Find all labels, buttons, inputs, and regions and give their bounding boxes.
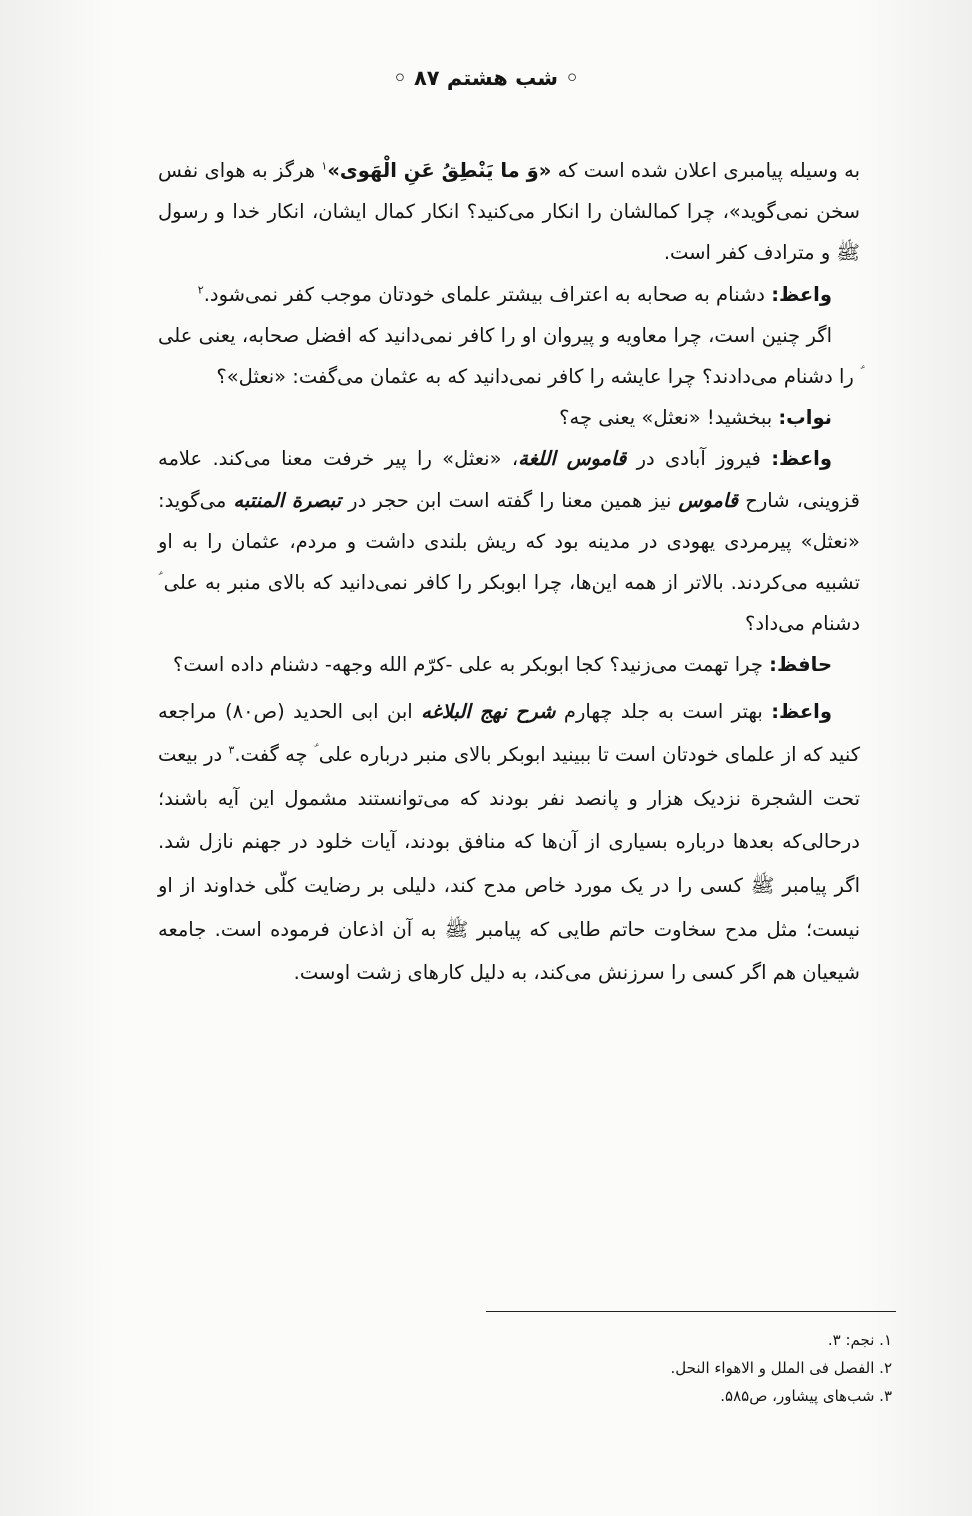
- footnote-1: ۱. نجم: ۳.: [827, 1331, 892, 1349]
- quran-quote: «وَ ما يَنْطِقُ عَنِ الْهَوی»: [327, 159, 552, 182]
- speaker-label: حافظ:: [769, 653, 832, 677]
- book-title: قاموس: [678, 488, 739, 512]
- running-header: ◦ شب هشتم ۸۷ ◦: [393, 66, 579, 90]
- speaker-label: واعظ:: [771, 699, 832, 723]
- book-title: تبصرة المنتبه: [233, 488, 342, 512]
- footnote-2: ۲. الفصل فی الملل و الاهواء النحل.: [670, 1359, 892, 1377]
- paragraph-3: اگر چنین است، چرا معاویه و پیروان او را کافر نمی‌دانید که افضل صحابه، یعنی علی ؑ را دشنام می‌دادند؟ چرا عایشه را کافر نمی‌دانید که به عثمان می‌گفت: «نعثل»؟: [158, 323, 860, 389]
- footnote-ref-1[interactable]: ۱: [321, 159, 328, 173]
- footnote-divider: [486, 1311, 896, 1312]
- paragraph-1: به وسیله پیامبری اعلان شده است که «وَ ما يَنْطِقُ عَنِ الْهَوی»$^۱$ هرگز به هوای نفس سخن نمی‌گوید»، چرا کمالشان را انکار می‌کنید؟ انکار کمال ایشان، انکار خدا و رسول ﷺ و مترادف کفر است.: [158, 159, 860, 265]
- book-title: قاموس اللغة: [518, 447, 627, 471]
- paragraph-4: نواب: ببخشید! «نعثل» یعنی چه؟: [559, 406, 832, 430]
- upper-section: [158, 150, 860, 686]
- paragraph-6: حافظ: چرا تهمت می‌زنید؟ کجا ابوبکر به علی -کرّم الله وجهه- دشنام داده است؟: [173, 653, 832, 677]
- footnote-ref-3[interactable]: ۳: [228, 743, 235, 757]
- speaker-label: نواب:: [778, 406, 832, 430]
- paragraph-7: واعظ: بهتر است به جلد چهارم شرح نهج البلاغه ابن ابی الحدید (ص۸۰) مراجعه کنید که از علمای خودتان است تا ببینید ابوبکر بالای منبر درباره علی ؑ چه گفت.$^۳$ در بیعت تحت الشجرة نزدیک هزار و پانصد نفر بودند که می‌توانستند مشمول این آیه باشند؛ درحالی‌که بعدها درباره بسیاری از آن‌ها که منافق بودند، آیات خلود در جهنم نازل شد. اگر پیامبر ﷺ کسی را در یک مورد خاص مدح کند، دلیلی بر رضایت کلّی خداوند از او نیست؛ مثل مدح سخاوت حاتم طایی که پیامبر ﷺ به آن اذعان فرموده است. جامعه شیعیان هم اگر کسی را سرزنش می‌کند، به دلیل کارهای زشت اوست.: [158, 699, 860, 985]
- speaker-label: واعظ:: [771, 282, 832, 306]
- book-title: شرح نهج البلاغه: [421, 699, 556, 723]
- main-text: [158, 150, 860, 995]
- paragraph-2: واعظ: دشنام به صحابه به اعتراف بیشتر علمای خودتان موجب کفر نمی‌شود.$^۲$: [197, 282, 832, 306]
- footnotes: [500, 1326, 892, 1410]
- footnote-ref-2[interactable]: ۲: [197, 283, 204, 297]
- speaker-label: واعظ:: [771, 447, 832, 471]
- paragraph-5: واعظ: فیروز آبادی در قاموس اللغة، «نعثل» را پیر خرفت معنا می‌کند. علامه قزوینی، شارح قاموس نیز همین معنا را گفته است ابن حجر در تبصرة المنتبه می‌گوید: «نعثل» پیرمردی یهودی در مدینه بود که ریش بلندی داشت و مردم، عثمان را به او تشبیه می‌کردند. بالاتر از همه این‌ها، چرا ابوبکر را کافر نمی‌دانید که بالای منبر به علی ؑ دشنام می‌داد؟: [158, 447, 860, 636]
- footnote-3: ۳. شب‌های پیشاور، ص۵۸۵.: [720, 1387, 892, 1405]
- lower-section: [158, 690, 860, 995]
